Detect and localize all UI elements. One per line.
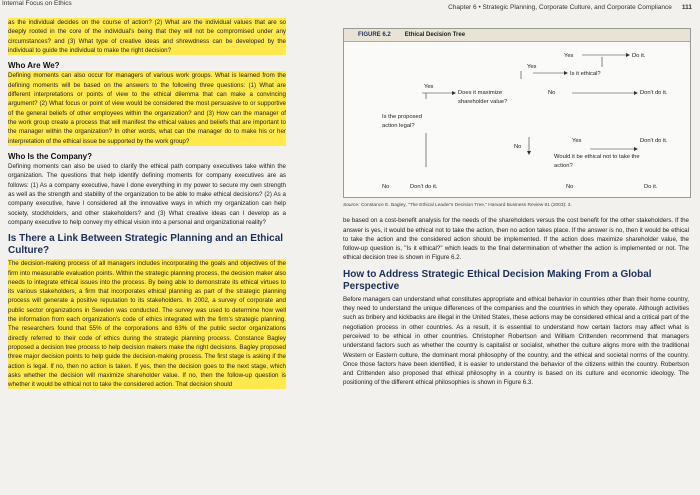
no-label: No: [514, 144, 522, 150]
question-is-ethical: Is it ethical?: [570, 71, 601, 77]
chapter-title: Chapter 6 • Strategic Planning, Corporate Culture, and Corporate Compliance: [448, 4, 672, 11]
yes-label: Yes: [572, 138, 582, 144]
running-head-left: Internal Focus on Ethics: [2, 0, 72, 7]
right-column: [343, 18, 689, 388]
paragraph-global: Before managers can understand what constitutes appropriate and ethical behavior in countries other than their home country, they need to understand the unique differences of the companies and the countries in which they operate. Although activities such as bribery and kickbacks are illegal in the United States, these actions may be considered ethical and a critical part of the negotiation process in other countries. As a result, it is essential to understand how certain factors may affect what is perceived to be ethical in other countries. Christopher Robertson and William Crittenden recommend that managers understand factors such as whether the country is capitalist or socialist, whether the culture aligns more with the traditional Western or Eastern culture, the dominant moral philosophy of the country, and the ethical and societal norms of the country. Once those factors have been identified, it is easier to understand the behavior of the citizens within the country. Robertson and Crittenden also proposed that ethical philosophy in a country is based on its culture and economic ideology. The positioning of the different ethical philosophies is shown in Figure 6.3.: [343, 295, 689, 387]
question-is-legal: Is the proposed action legal?: [382, 114, 422, 130]
intro-paragraph: as the individual decides on the course of action? (2) What are the individual values that are so deeply rooted in the core of the individual's being that they will not be compromised under any circumstances? and (3) What type of creative ideas and shrewdness can be developed by the individual to guide the individual to make the right decision?: [8, 19, 286, 54]
left-column: [8, 18, 286, 389]
figure-source: [343, 201, 689, 210]
decision-tree: [344, 41, 690, 197]
heading-global-perspective: How to Address Strategic Ethical Decision Making From a Global Perspective: [343, 268, 652, 292]
question-ethical-not-to-act: Would it be ethical not to take the action?: [554, 154, 640, 170]
question-maximize-value: Does it maximize shareholder value?: [458, 90, 508, 106]
yes-label: Yes: [527, 64, 537, 70]
heading-who-is-company: Who Is the Company?: [8, 151, 92, 161]
source-prefix: Source:: [343, 203, 360, 208]
figure-title: Ethical Decision Tree: [404, 32, 466, 38]
no-label: No: [566, 184, 574, 190]
yes-label: Yes: [564, 53, 574, 59]
outcome-do-it: Do it.: [644, 184, 658, 190]
page-number: 111: [681, 4, 692, 11]
outcome-dont-do-it: Don't do it.: [410, 184, 438, 190]
outcome-do-it: Do it.: [632, 53, 646, 59]
figure-number: FIGURE 6.2: [358, 32, 391, 38]
outcome-dont-do-it: Don't do it.: [640, 138, 668, 144]
no-label: No: [382, 184, 390, 190]
no-label: No: [548, 90, 556, 96]
heading-strategic-link: Is There a Link Between Strategic Planning and an Ethical Culture?: [8, 233, 284, 257]
outcome-dont-do-it: Don't do it.: [640, 90, 668, 96]
paragraph-who-are-we: Defining moments can also occur for managers of various work groups. What is learned from the defining moments will be based on the answers to the following three questions: (1) What are different interpretations or points of view to the ethical dilemma that can make a convincing argument? (2) What focus or point of view would be considered the most persuasive to or supportive of the general beliefs of other employees within the organization? and (3) How can the manager of the work group create a process that will manifest the ethical values and beliefs that are important to the manager within the organization? In other words, what can the manager do to make his or her interpretation of the ethical issue be supported by the work group?: [8, 72, 286, 145]
heading-who-are-we: Who Are We?: [8, 61, 60, 71]
paragraph-after-figure: be based on a cost-benefit analysis for the needs of the shareholders versus the cost benefit for the other stakeholders. If the answer is yes, it would be ethical not to take the action, then no action takes place. If the answer is no, then it would be ethical to take the action and the considered action should be implemented. If the action does maximize shareholder value, the follow-up question is, "Is it ethical?" which leads to the final determination of whether the action is implemented or not. The ethical decision tree is shown in Figure 6.2.: [343, 217, 689, 262]
source-citation: Constance E. Bagley, "The Ethical Leader's Decision Tree," Harvard Business Review 81 (2003): 3.: [360, 203, 572, 208]
running-head-right: [448, 4, 692, 11]
paragraph-company: Defining moments can also be used to clarify the ethical path company executives take within the organization. The questions that help identify defining moments for company executives are as follows: (1) As a company executive, have I done everything in my power to secure my own strength as well as the strength and stability of the organization to be able to make ethical decisions? (2) As a company executive, have I considered all the innovative ways in which my organization can help society, stockholders, and other stakeholders? and (3) What creative ideas can I develop as a company executive to help convey my ethical vision into a personal and organizational reality?: [8, 163, 286, 226]
paragraph-strategic-link: The decision-making process of all managers includes incorporating the goals and objectives of the firm into measurable evaluation points. Within the strategic planning process, the decision maker also needs to integrate ethical issues into the process. By being able to demonstrate its ethical virtues to its various stakeholders, a firm that incorporates ethical planning as part of the strategic planning process will generate a positive reputation to its stakeholders. In 2002, a survey of corporate and public sector organizations in Sweden was conducted. The survey was used to determine how well the information from each organization's code of ethics integrated with the firm's strategic planning. The researchers found that 55% of the corporations and 63% of the public sector organizations directly referred to their code of ethics during the strategic planning process. Constance Bagley proposed a decision tree process to help decision makers make the right decisions. Bagley proposed three major decision points to help guide the decision-making process. The first stage is asking if the action is legal. If no, then no action is taken. If yes, then the decision goes to the next stage, which asks whether the decision will maximize shareholder value. If no, then the follow-up question is whether it would be ethical not to take the considered action. That decision should: [8, 260, 286, 389]
figure-decision-tree: [343, 28, 691, 198]
yes-label: Yes: [424, 84, 434, 90]
